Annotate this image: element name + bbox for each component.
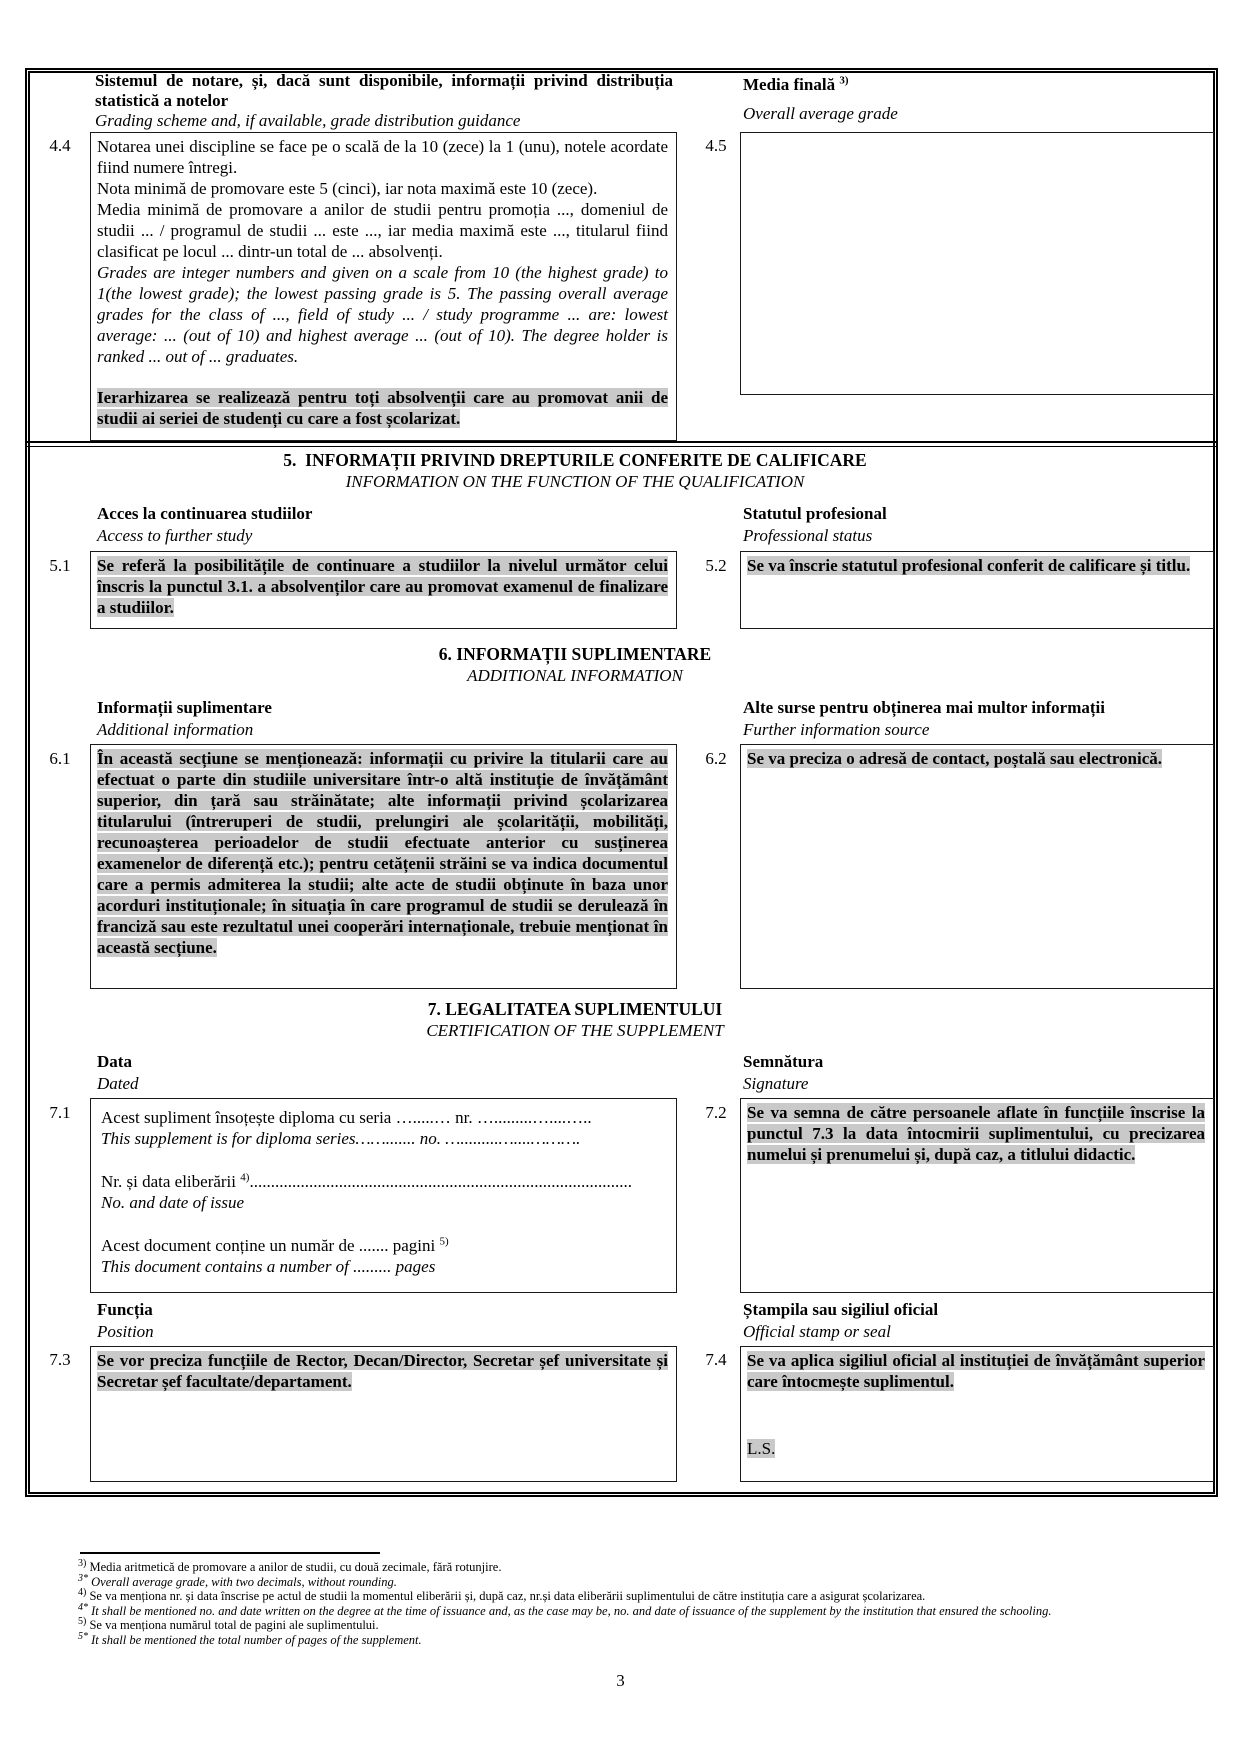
position-label-ro: Funcția [97, 1300, 153, 1319]
footnote-ref-3: 3) [839, 74, 849, 87]
signature-text: Se va semna de către persoanele aflate în funcțiile înscrise la punctul 7.3 la data întocmirii suplimentului, cu precizarea numelui și prenumelui și, după caz, a titlului didactic. [747, 1103, 1205, 1164]
field-number-7-4: 7.4 [705, 1350, 727, 1369]
grading-scheme-text-3: Media minimă de promovare a anilor de studii pentru promoția ..., domeniul de studii ... / programul de studii ... este ..., iar media maximă este ..., titularul fiind clasificat pe locul ... dintr-un total de ... absolvenți. [97, 200, 668, 261]
field-number-7-3: 7.3 [49, 1350, 71, 1369]
final-grade-box [740, 132, 1214, 395]
section-5-title-en: INFORMATION ON THE FUNCTION OF THE QUALIFICATION [345, 472, 805, 491]
grading-scheme-text-en: Grades are integer numbers and given on a scale from 10 (the highest grade) to 1(the lowest grade); the lowest passing grade is 5. The passing overall average grades for the class of ..., field of study ... / study programme ... are: lowest average: ... (out of 10) and highest average ... (out of 10). The degree holder is ranked ... out of ... graduates. [97, 263, 668, 366]
footnote-4-en: $^{4*}$ It shall be mentioned no. and date written on the degree at the time of issuance and, as the case may be, no. and date of issuance of the supplement by the institution that ensured the schooling. [78, 1601, 1052, 1618]
grading-scheme-text-1: Notarea unei discipline se face pe o scală de la 10 (zece) la 1 (unu), notele acordate fiind numere întregi. [97, 137, 668, 177]
footnote-ref-5: 5) [439, 1235, 449, 1248]
stamp-text: Se va aplica sigiliul oficial al instituției de învățământ superior care întocmește suplimentul. [747, 1351, 1205, 1391]
field-number-7-1: 7.1 [49, 1103, 71, 1122]
signature-label-ro: Semnătura [743, 1052, 824, 1071]
footnote-separator-rule [80, 1552, 380, 1554]
field-number-7-2: 7.2 [705, 1103, 727, 1122]
professional-status-text: Se va înscrie statutul profesional conferit de calificare și titlu. [747, 556, 1191, 575]
pages-count-line-en: This document contains a number of ......... pages [101, 1257, 436, 1276]
section-5-title-ro: 5. INFORMAȚII PRIVIND DREPTURILE CONFERITE DE CALIFICARE [283, 450, 867, 470]
access-further-study-label-ro: Acces la continuarea studiilor [97, 504, 313, 523]
grading-scheme-box [90, 132, 677, 441]
pages-count-line-ro: Acest document conține un număr de ....... pagini $^{5)}$ [101, 1235, 449, 1255]
locus-sigilli: L.S. [747, 1439, 776, 1458]
access-further-study-box [90, 551, 677, 629]
position-box [90, 1346, 677, 1482]
section-7-title-ro: 7. LEGALITATEA SUPLIMENTULUI [427, 999, 723, 1019]
stamp-label-en: Official stamp or seal [743, 1322, 891, 1341]
position-text: Se vor preciza funcțiile de Rector, Decan/Director, Secretar șef universitate și Secretar șef facultate/departament. [97, 1351, 668, 1391]
further-info-source-text: Se va preciza o adresă de contact, poștală sau electronică. [747, 749, 1163, 768]
further-info-source-box [740, 744, 1214, 989]
position-label-en: Position [97, 1322, 154, 1341]
professional-status-box [740, 551, 1214, 629]
footnote-ref-4: 4) [240, 1171, 250, 1184]
footnote-4-ro: $^{4)}$ Se va menționa nr. și data înscrise pe actul de studii la momentul eliberării și, după caz, nr.și data eliberării suplimentului de către instituția care a asigurat școlarizarea. [78, 1586, 926, 1603]
issue-date-dotted-line: .......................................................................................... [249, 1172, 632, 1191]
section-6-title-ro: 6. INFORMAȚII SUPLIMENTARE [438, 644, 712, 664]
additional-info-label-ro: Informații suplimentare [97, 698, 272, 717]
final-grade-header [743, 75, 1213, 124]
further-info-source-label-ro: Alte surse pentru obținerea mai multor informații [743, 698, 1105, 717]
page-number: 3 [616, 1671, 625, 1690]
issue-date-line-en: No. and date of issue [101, 1193, 245, 1212]
final-grade-header-ro: Media finală $^{3)}$ [743, 74, 849, 94]
field-number-6-2: 6.2 [705, 749, 727, 768]
final-grade-header-en: Overall average grade [743, 104, 898, 123]
stamp-label-ro: Ștampila sau sigiliul oficial [743, 1300, 939, 1319]
footnote-3-ro: $^{3)}$ Media aritmetică de promovare a anilor de studii, cu două zecimale, fără rotunjire. [78, 1557, 502, 1574]
grading-scheme-header [95, 71, 673, 131]
professional-status-label-ro: Statutul profesional [743, 504, 887, 523]
diploma-series-line-ro: Acest supliment însoțește diploma cu seria ….....… nr. ….........…....….. [101, 1108, 592, 1127]
access-further-study-text: Se referă la posibilitățile de continuare a studiilor la nivelul următor celui înscris la punctul 3.1. a absolvenților care au promovat examenul de finalizare a studiilor. [97, 556, 668, 617]
dated-box [90, 1098, 677, 1293]
field-number-5-1: 5.1 [49, 556, 71, 575]
section-separator-line [25, 441, 1218, 447]
issue-date-line-ro: Nr. și data eliberării $^{4)}$.......................................................................................... [101, 1171, 632, 1191]
signature-box [740, 1098, 1214, 1293]
ranking-note: Ierarhizarea se realizează pentru toți absolvenții care au promovat anii de studii ai seriei de studenți cu care a fost școlarizat. [97, 388, 668, 428]
dated-label-ro: Data [97, 1052, 132, 1071]
field-number-4-5: 4.5 [705, 136, 727, 155]
field-number-4-4: 4.4 [49, 136, 71, 155]
field-number-5-2: 5.2 [705, 556, 727, 575]
footnotes [78, 1557, 1198, 1647]
section-6-title-en: ADDITIONAL INFORMATION [467, 666, 683, 685]
diploma-series-line-en: This supplement is for diploma series……....... no. ….........…....………. [101, 1129, 581, 1148]
professional-status-label-en: Professional status [743, 526, 873, 545]
stamp-box [740, 1346, 1214, 1482]
grading-scheme-header-ro: Sistemul de notare, și, dacă sunt disponibile, informații privind distribuția statistică a notelor [95, 71, 673, 110]
signature-label-en: Signature [743, 1074, 809, 1093]
footnote-5-en: $^{5*}$ It shall be mentioned the total number of pages of the supplement. [78, 1630, 422, 1647]
further-info-source-label-en: Further information source [743, 720, 930, 739]
footnote-3-en: $^{3*}$ Overall average grade, with two decimals, without rounding. [78, 1572, 397, 1589]
dated-label-en: Dated [97, 1074, 139, 1093]
field-number-6-1: 6.1 [49, 749, 71, 768]
section-7-title-en: CERTIFICATION OF THE SUPPLEMENT [426, 1021, 724, 1040]
additional-info-text: În această secțiune se menționează: informații cu privire la titularii care au efectuat o parte din studiile universitare într-o altă instituție de învățământ superior, din țară sau străinătate; alte informații privind școlarizarea titularului (întreruperi de studii, prelungiri ale școlarității, mobilități, recunoașterea perioadelor de studii efectuate anterior cu susținerea examenelor de diferență etc.); pentru cetățenii străini se va indica documentul care a permis admiterea la studii; alte acte de studii obținute în baza unor acorduri instituționale; în situația în care programul de studii se derulează în franciză sau este rezultatul unei cooperări internaționale, trebuie menționat în această secțiune. [97, 749, 668, 957]
footnote-5-ro: $^{5)}$ Se va menționa numărul total de pagini ale suplimentului. [78, 1615, 379, 1632]
additional-info-box [90, 744, 677, 989]
additional-info-label-en: Additional information [97, 720, 254, 739]
grading-scheme-text-2: Nota minimă de promovare este 5 (cinci), iar nota maximă este 10 (zece). [97, 179, 598, 198]
grading-scheme-header-en: Grading scheme and, if available, grade distribution guidance [95, 111, 521, 130]
access-further-study-label-en: Access to further study [97, 526, 253, 545]
